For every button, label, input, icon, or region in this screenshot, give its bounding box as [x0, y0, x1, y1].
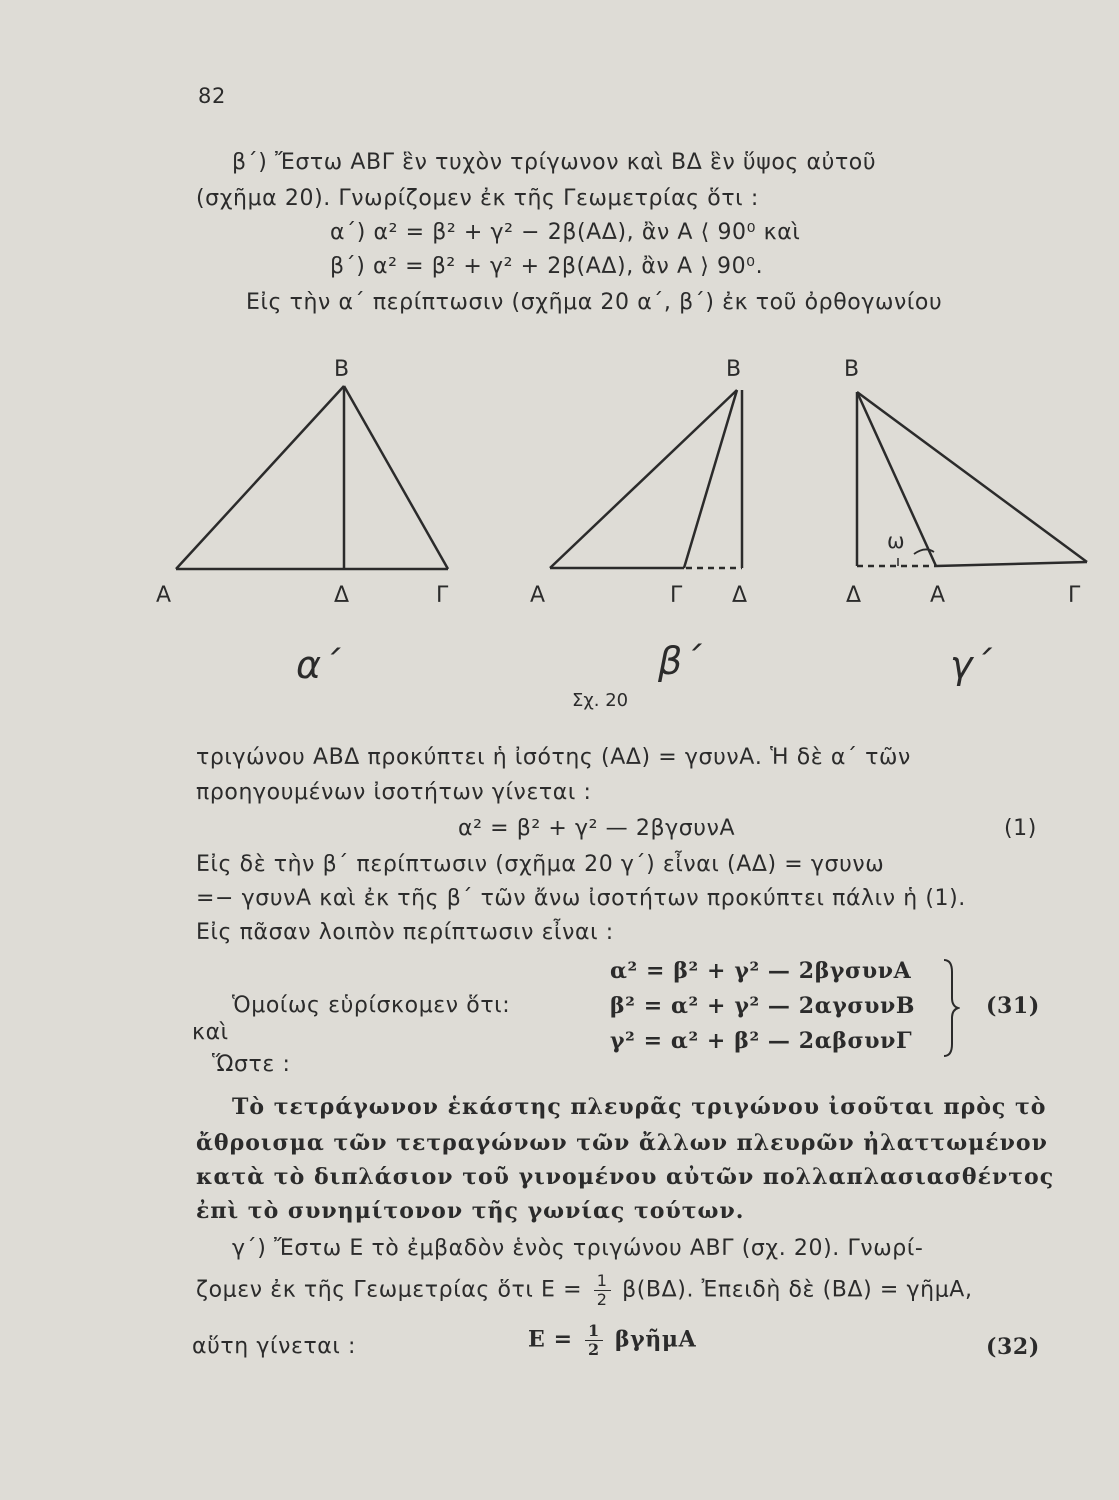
- label-and: καὶ: [192, 1020, 229, 1045]
- para2-line2: προηγουμένων ἰσοτήτων γίνεται :: [196, 780, 592, 805]
- system-brace: [940, 958, 960, 1058]
- para2-line6: Εἰς πᾶσαν λοιπὸν περίπτωσιν εἶναι :: [196, 920, 614, 945]
- fig-c-label-foot: Δ: [846, 583, 862, 608]
- theorem-line4: ἐπὶ τὸ συνημίτονον τῆς γωνίας τούτων.: [196, 1198, 745, 1224]
- fig-c-caption: γ΄: [950, 643, 992, 687]
- fig-a-label-right: Γ: [436, 583, 449, 608]
- fig-b-label-foot: Δ: [732, 583, 748, 608]
- para2-line4: Εἰς δὲ τὴν β΄ περίπτωσιν (σχῆμα 20 γ΄) εἶναι (ΑΔ) = γσυνω: [196, 852, 885, 877]
- fig-b-label-top: Β: [726, 357, 742, 382]
- para-gamma-line2-end: β(ΒΔ). Ἐπειδὴ δὲ (ΒΔ) = γῆμΑ,: [622, 1277, 973, 1303]
- theorem-line1: Τὸ τετράγωνον ἑκάστης πλευρᾶς τριγώνου ἰσοῦται πρὸς τὸ: [232, 1094, 1047, 1120]
- fig-c-angle-label: ω: [887, 529, 905, 553]
- equation-32-number: (32): [986, 1334, 1040, 1360]
- para-beta-line1: β΄) Ἔστω ΑΒΓ ἓν τυχὸν τρίγωνον καὶ ΒΔ ἓν ὕψος αὐτοῦ: [232, 150, 877, 175]
- equation-1-number: (1): [1004, 816, 1037, 841]
- case-a-formula: α΄) α² = β² + γ² − 2β(ΑΔ), ἂν Α ⟨ 90⁰ καὶ: [330, 220, 801, 245]
- equation-32-left: Ε =: [528, 1326, 573, 1353]
- fig-c-base: [936, 562, 1087, 566]
- para2-line1: τριγώνου ΑΒΔ προκύπτει ἡ ἰσότης (ΑΔ) = γσυνΑ. Ἡ δὲ α΄ τῶν: [196, 745, 911, 770]
- para-gamma-line2-start: ζομεν ἐκ τῆς Γεωμετρίας ὅτι Ε =: [196, 1277, 583, 1303]
- para2-line5: =− γσυνΑ καὶ ἐκ τῆς β΄ τῶν ἄνω ἰσοτήτων προκύπτει πάλιν ἡ (1).: [196, 886, 966, 911]
- system-eq-b: β² = α² + γ² — 2αγσυνΒ: [610, 993, 916, 1019]
- para-gamma-line2: [196, 1272, 973, 1309]
- fig-c-label-right: Γ: [1068, 583, 1081, 608]
- fig-b-label-left: Α: [530, 583, 546, 608]
- fig-b-side-ab: [550, 390, 737, 568]
- fig-b-label-mid: Γ: [670, 583, 683, 608]
- fig-a-label-top: Β: [334, 357, 350, 382]
- fig-a-caption: α΄: [296, 643, 341, 687]
- fig-a-label-foot: Δ: [334, 583, 350, 608]
- fig-a-side-ab: [176, 386, 344, 569]
- label-similar: Ὁμοίως εὑρίσκομεν ὅτι:: [232, 993, 511, 1018]
- figure-caption: Σχ. 20: [572, 690, 629, 711]
- case-b-formula: β΄) α² = β² + γ² + 2β(ΑΔ), ἂν Α ⟩ 90⁰.: [330, 254, 764, 279]
- fig-b-caption: β΄: [658, 639, 702, 683]
- fig-a-side-bg: [344, 386, 448, 569]
- equation-32-right: βγῆμΑ: [614, 1326, 697, 1353]
- figure-20: [0, 340, 1119, 720]
- para-gamma-line1: γ΄) Ἔστω Ε τὸ ἐμβαδὸν ἑνὸς τριγώνου ΑΒΓ (σχ. 20). Γνωρί-: [232, 1236, 924, 1261]
- system-number: (31): [986, 993, 1040, 1019]
- para-beta-line5: Εἰς τὴν α΄ περίπτωσιν (σχῆμα 20 α΄, β΄) ἐκ τοῦ ὀρθογωνίου: [246, 290, 943, 315]
- para-beta-line2: (σχῆμα 20). Γνωρίζομεν ἐκ τῆς Γεωμετρίας ὅτι :: [196, 186, 759, 211]
- label-so: Ὥστε :: [212, 1052, 291, 1077]
- equation-32-fraction: $\frac{1}{2}$: [585, 1322, 603, 1359]
- page-number: 82: [198, 84, 226, 108]
- equation-32: [528, 1322, 696, 1359]
- theorem-line3: κατὰ τὸ διπλάσιον τοῦ γινομένου αὐτῶν πολλαπλασιασθέντος: [196, 1164, 1055, 1190]
- para-gamma-line3: αὕτη γίνεται :: [192, 1334, 357, 1359]
- fig-a-label-left: Α: [156, 583, 172, 608]
- theorem-line2: ἄθροισμα τῶν τετραγώνων τῶν ἄλλων πλευρῶν ἠλαττωμένον: [196, 1130, 1048, 1156]
- fig-c-label-top: Β: [844, 357, 860, 382]
- system-eq-a: α² = β² + γ² — 2βγσυνΑ: [610, 958, 912, 984]
- system-eq-c: γ² = α² + β² — 2αβσυνΓ: [610, 1028, 913, 1054]
- fraction-one-half: $\frac{1}{2}$: [594, 1272, 611, 1309]
- fig-c-label-mid: Α: [930, 583, 946, 608]
- equation-1: α² = β² + γ² — 2βγσυνΑ: [458, 816, 736, 841]
